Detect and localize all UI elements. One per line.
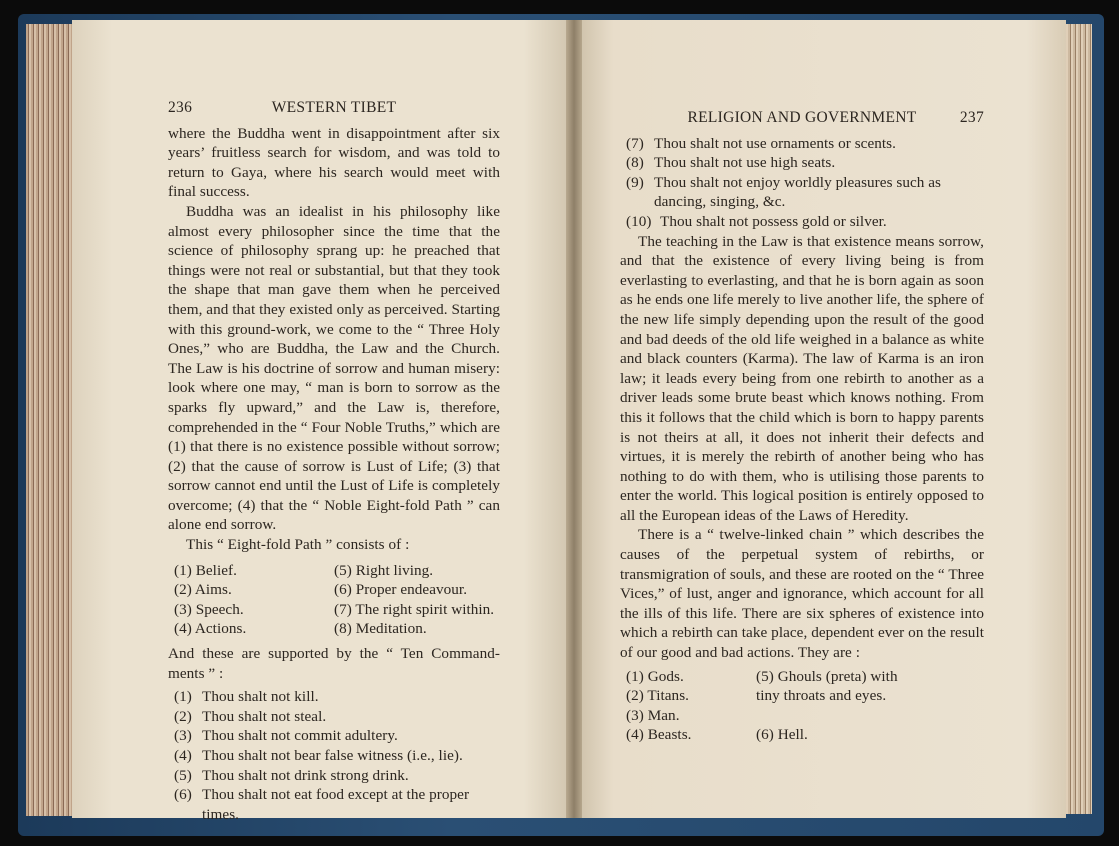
left-page: [72, 20, 574, 823]
list-item: (2) Aims.: [174, 581, 232, 599]
spheres-column-left: [626, 667, 756, 745]
list-item: (7) Thou shalt not use ornaments or scents.: [626, 134, 896, 152]
paragraph: And these are supported by the “ Ten Command-ments ” :: [168, 645, 500, 682]
list-item: (7) The right spirit within.: [334, 600, 495, 618]
page-number: 236: [168, 99, 193, 116]
left-page-content: [168, 98, 500, 824]
paragraph: The teaching in the Law is that existence means sorrow, and that the existence of every living being is from everlasting to everlasting, and that he is born again as soon as he ends one life merely to live another life, the sphere of the new life simply depending upon the result of the good and bad deeds of the old life weighed in a balance as white and black counters (Karma). The law of Karma is an iron law; it leads every being from one rebirth to another as a driver leads some brute beast which knows nothing. From this it follows that the child which is born to happy parents is not theirs at all, it does not inherit their defects and virtues, it is merely the rebirth of another being who has nothing to do with them, who is utilising those parents to enter the world. This logical position is entirely opposed to all the European ideas of the Laws of Heredity.: [620, 232, 984, 524]
paragraph: This “ Eight-fold Path ” consists of :: [186, 536, 410, 554]
list-item: (8) Meditation.: [334, 620, 427, 638]
list-item: (5) Right living.: [334, 561, 434, 579]
list-item: (1) Gods.: [626, 667, 684, 685]
paragraph: There is a “ twelve-linked chain ” which describes the causes of the perpetual system of rebirths, or transmigration of souls, and these are rooted on the “ Three Vices,” of lust, anger and ignorance, which account for all the ills of this life. There are six spheres of existence into which a rebirth can take place, dependent ever on the result of our good and bad actions. They are :: [620, 526, 984, 662]
commandments-list: [174, 687, 500, 824]
eightfold-path-list: [174, 561, 500, 639]
list-item: (10) Thou shalt not possess gold or silver.: [626, 212, 887, 230]
list-item: (3) Man.: [626, 706, 680, 724]
paragraph: where the Buddha went in disappointment after six years’ fruitless search for wisdom, and was told to return to Gaya, where his search would meet with final success.: [168, 124, 500, 201]
list-item: (3) Speech.: [174, 600, 244, 618]
running-title: RELIGION AND GOVERNMENT: [687, 109, 917, 126]
right-page-header: [620, 108, 984, 128]
paragraph: Buddha was an idealist in his philosophy like almost every philosopher since the time that the science of philosophy sprang up: he preached that things were not real or substantial, but that they took the shape that man gave them when he perceived them, and that they existed only as perceived. Starting with this ground-work, we come to the “ Three Holy Ones,” who are Buddha, the Law and the Church. The Law is his doctrine of sorrow and human misery: look where one may, “ man is born to sorrow as the sparks fly upward,” and the Law is, therefore, comprehended in the “ Four Noble Truths,” which are (1) that there is no existence possible without sorrow; (2) that the cause of sorrow is Lust of Life; (3) that sorrow cannot end until the Lust of Life is completely overcome; (4) that the “ Noble Eight-fold Path ” can alone end sorrow.: [168, 202, 500, 534]
list-item: (5) Thou shalt not drink strong drink.: [174, 766, 409, 784]
list-item: (1) Thou shalt not kill.: [174, 688, 319, 706]
left-page-header: [168, 98, 500, 118]
right-page-content: [620, 108, 984, 745]
list-item: (3) Thou shalt not commit adultery.: [174, 727, 398, 745]
list-item: (6) Hell.: [756, 725, 808, 743]
list-item: (2) Thou shalt not steal.: [174, 707, 327, 725]
list-item: (4) Actions.: [174, 620, 247, 638]
list-item: (5) Ghouls (preta) with tiny throats and eyes.: [756, 667, 898, 705]
list-item: (1) Belief.: [174, 561, 237, 579]
list-item: (4) Thou shalt not bear false witness (i.e., lie).: [174, 747, 463, 764]
page-number: 237: [959, 109, 984, 126]
list-item: (8) Thou shalt not use high seats.: [626, 154, 836, 172]
list-item: (4) Beasts.: [626, 726, 692, 744]
page-edges-left: [26, 24, 76, 816]
list-item: (9) Thou shalt not enjoy worldly pleasures such as dancing, singing, &c.: [626, 173, 942, 211]
list-item: (6) Proper endeavour.: [334, 581, 468, 599]
spheres-list: [626, 667, 984, 745]
right-page: [574, 20, 1066, 818]
spheres-column-right: [756, 667, 916, 745]
commandments-list: [626, 134, 984, 232]
list-item: (6) Thou shalt not eat food except at the proper times.: [174, 786, 470, 823]
book-gutter: [566, 20, 582, 818]
list-item: (2) Titans.: [626, 687, 690, 705]
running-title: WESTERN TIBET: [271, 99, 397, 116]
